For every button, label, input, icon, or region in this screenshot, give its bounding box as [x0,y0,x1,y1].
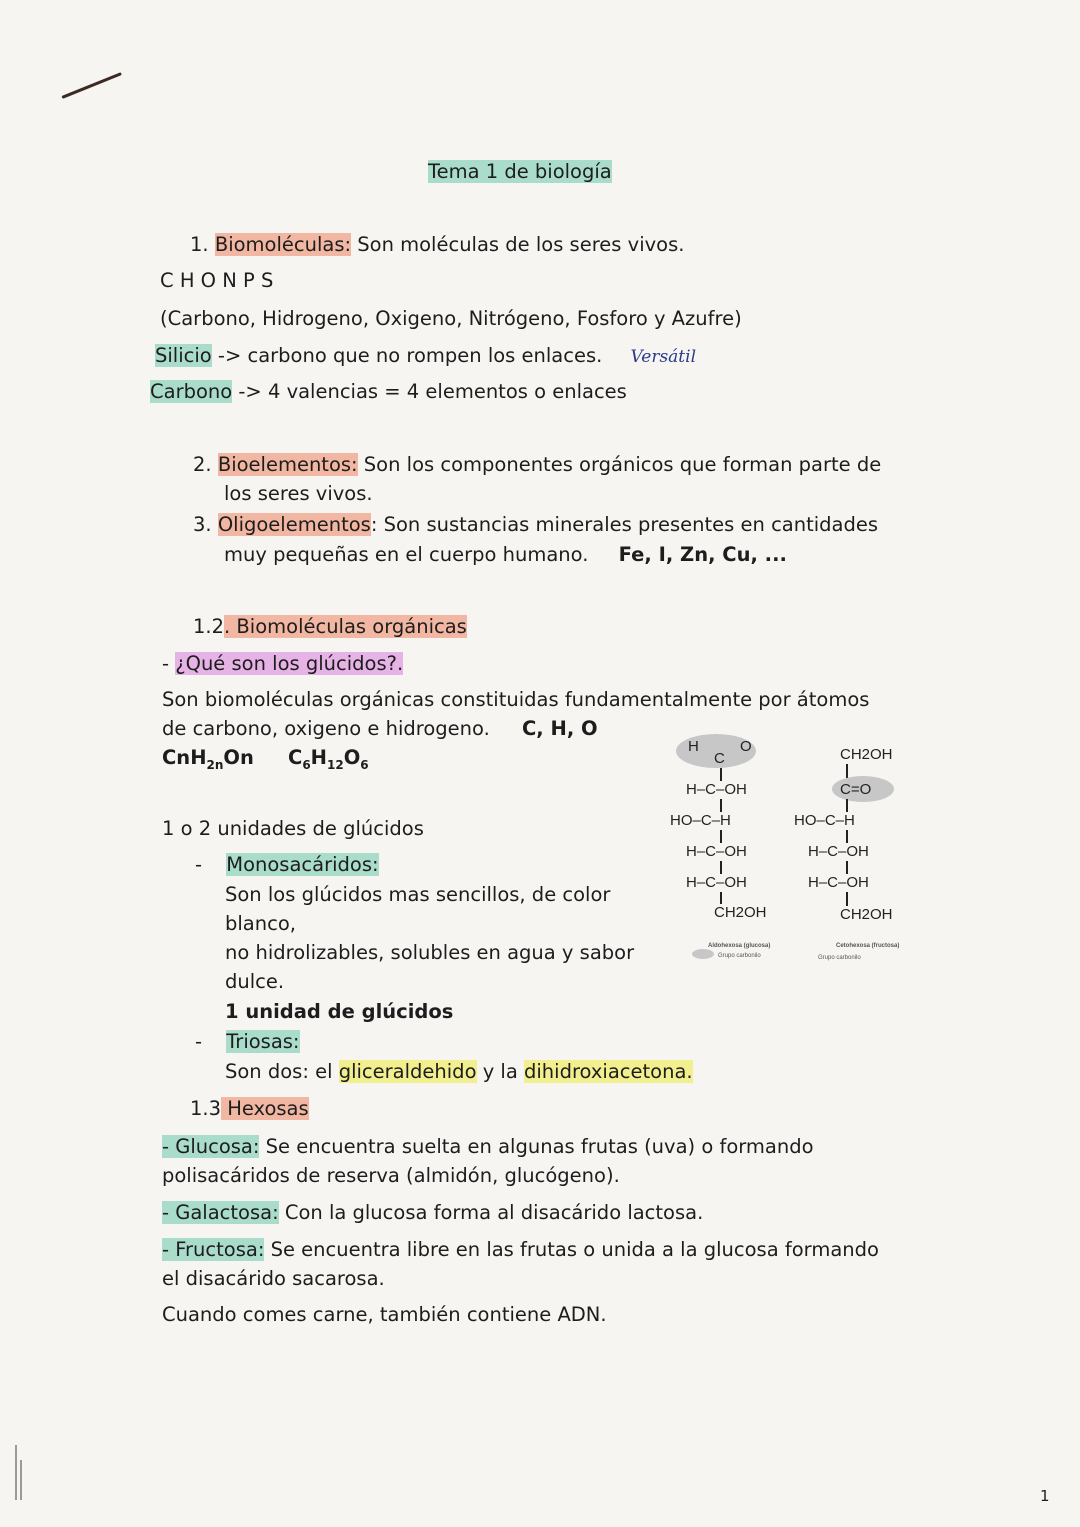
formula-glucose: $C_6H_{12}O_6$ [288,746,369,772]
bioelementos-cont: los seres vivos. [224,482,373,505]
aldo-caption: Aldohexosa (glucosa) [708,943,771,949]
bond [720,768,722,781]
section-1-2: 1.2. Biomoléculas orgánicas [193,615,467,638]
glucosa-line: - Glucosa: Se encuentra suelta en algunas frutas (uva) o formando [162,1135,814,1158]
mono-l2: blanco, [225,912,296,935]
oligoelementos-cont: muy pequeñas en el cuerpo humano. Fe, I, Zn, Cu, ... [224,543,787,566]
bond [846,892,848,906]
fructosa-line: - Fructosa: Se encuentra libre en las frutas o unida a la glucosa formando [162,1238,879,1261]
galactosa-line: - Galactosa: Con la glucosa forma al disacárido lactosa. [162,1201,704,1224]
silicio-line: Silicio -> carbono que no rompen los enlaces. Versátil [155,344,697,367]
page-title: Tema 1 de biología [428,160,612,183]
hexose-structures-diagram [668,730,918,965]
bond [846,830,848,843]
aldo-row-6: CH2OH [714,904,767,921]
page-number: 1 [1040,1487,1050,1505]
keto-row-1: CH2OH [840,746,893,763]
triosas-text: Son dos: el gliceraldehido y la dihidroxiacetona. [225,1060,693,1083]
units-line: 1 o 2 unidades de glúcidos [162,817,424,840]
legend-swatch [692,949,714,959]
chonps: C H O N P S [160,269,274,292]
bond [720,892,722,904]
keto-row-5: H–C–OH [808,874,869,891]
aldo-top-o: O [740,738,752,755]
carbono-line: Carbono -> 4 valencias = 4 elementos o enlaces [150,380,627,403]
aldo-legend: Grupo carbonilo [718,953,761,959]
mono-l4: dulce. [225,970,285,993]
bond [846,799,848,812]
formula-general: CnH$_{2n}$On [162,746,254,772]
section-oligoelementos: 3. Oligoelementos: Son sustancias minerales presentes en cantidades [193,513,879,536]
aldo-row-3: HO–C–H [670,812,731,829]
question-glucidos: - ¿Qué son los glúcidos?. [162,652,404,675]
aldo-row-5: H–C–OH [686,874,747,891]
keto-row-3: HO–C–H [794,812,855,829]
glucosa-cont: polisacáridos de reserva (almidón, glucógeno). [162,1164,620,1187]
keto-row-6: CH2OH [840,906,893,923]
section-bioelementos: 2. Bioelementos: Son los componentes orgánicos que forman parte de [193,453,882,476]
page-edge-mark [15,1445,17,1500]
bond [846,861,848,874]
bond [720,830,722,843]
fructosa-cont: el disacárido sacarosa. [162,1267,385,1290]
section-1-3: 1.3 Hexosas [190,1097,309,1120]
mono-heading: - Monosacáridos: [195,853,379,876]
bond [720,799,722,812]
keto-caption: Cetohexosa (fructosa) [836,943,900,949]
aldo-top-c: C [714,750,725,767]
closing-line: Cuando comes carne, también contiene ADN. [162,1303,607,1326]
handwritten-note: Versátil [630,347,697,367]
mono-l1: Son los glúcidos mas sencillos, de color [225,883,611,906]
aldo-top-h: H [688,738,699,755]
bond [720,861,722,874]
keto-legend: Grupo carbonilo [818,955,861,961]
triosas-heading: - Triosas: [195,1030,300,1053]
section-biomoleculas: 1. Biomoléculas: Son moléculas de los seres vivos. [190,233,685,256]
elements-list: (Carbono, Hidrogeno, Oxigeno, Nitrógeno, Fosforo y Azufre) [160,307,742,330]
mono-l3: no hidrolizables, solubles en agua y sabor [225,941,635,964]
def-glucidos-cont: de carbono, oxigeno e hidrogeno. C, H, O [162,717,598,740]
def-glucidos: Son biomoléculas orgánicas constituidas fundamentalmente por átomos [162,688,870,711]
keto-row-4: H–C–OH [808,843,869,860]
bond [846,764,848,778]
aldo-row-4: H–C–OH [686,843,747,860]
keto-row-2: C=O [840,781,872,798]
aldo-row-2: H–C–OH [686,781,747,798]
pen-stroke [61,72,121,99]
page-edge-mark [20,1460,22,1500]
mono-l5: 1 unidad de glúcidos [225,1000,454,1023]
